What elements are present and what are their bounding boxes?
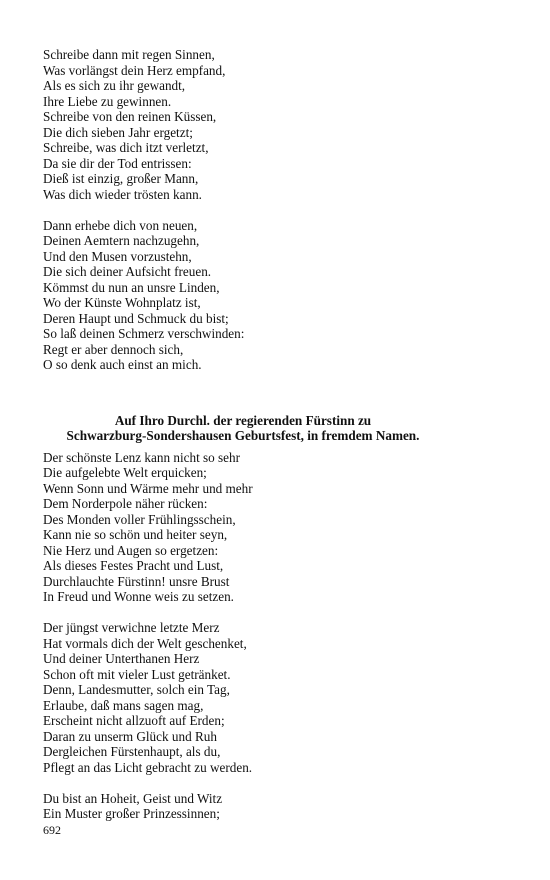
verse-line: Die sich deiner Aufsicht freuen. — [43, 264, 212, 279]
verse-line: Wenn Sonn und Wärme mehr und mehr — [43, 480, 253, 496]
page-number: 692 — [43, 823, 61, 837]
verse-line: Was dich wieder trösten kann. — [43, 186, 202, 202]
verse-line: Dann erhebe dich von neuen, — [43, 217, 198, 233]
verse-line: Der jüngst verwichne letzte Merz — [43, 620, 220, 635]
verse-line: Kann nie so schön und heiter seyn, — [43, 527, 228, 542]
verse-line: Kömmst du nun an unsre Linden, — [43, 279, 220, 295]
verse-line: Und deiner Unterthanen Herz — [43, 651, 200, 666]
verse-line: Regt er aber dennoch sich, — [43, 341, 184, 357]
verse-line: O so denk auch einst an mich. — [43, 357, 202, 372]
verse-line: Da sie dir der Tod entrissen: — [43, 155, 192, 171]
verse-line: Nie Herz und Augen so ergetzen: — [43, 542, 219, 558]
poem-title-line-2: Schwarzburg-Sondershausen Geburtsfest, in fremdem Namen. — [66, 428, 420, 443]
verse-line: Schreibe dann mit regen Sinnen, — [43, 47, 215, 62]
poem2-stanza-2 — [43, 620, 513, 775]
section-gap — [43, 373, 513, 413]
stanza-gap — [43, 605, 513, 621]
poem-title-line-1: Auf Ihro Durchl. der regierenden Fürstinn zu — [114, 412, 372, 428]
poem2-stanza-1 — [43, 450, 513, 605]
verse-line: Pflegt an das Licht gebracht zu werden. — [43, 759, 253, 775]
verse-line: Denn, Landesmutter, solch ein Tag, — [43, 682, 230, 697]
verse-line: Erlaube, daß mans sagen mag, — [43, 697, 204, 713]
poem2-stanza-3 — [43, 791, 513, 822]
verse-line: Dieß ist einzig, großer Mann, — [43, 171, 199, 186]
verse-line: Wo der Künste Wohnplatz ist, — [43, 295, 201, 310]
verse-line: Deren Haupt und Schmuck du bist; — [43, 310, 229, 326]
poem-title — [43, 413, 443, 444]
verse-line: Ein Muster großer Prinzessinnen; — [43, 806, 220, 821]
page-body — [43, 47, 513, 822]
verse-line: Durchlauchte Fürstinn! unsre Brust — [43, 573, 230, 589]
verse-line: Als dieses Festes Pracht und Lust, — [43, 558, 224, 573]
verse-line: In Freud und Wonne weis zu setzen. — [43, 589, 234, 604]
poem1-stanza-2 — [43, 218, 513, 373]
verse-line: So laß deinen Schmerz verschwinden: — [43, 326, 245, 341]
verse-line: Erscheint nicht allzuoft auf Erden; — [43, 713, 225, 728]
verse-line: Daran zu unserm Glück und Ruh — [43, 728, 217, 744]
verse-line: Was vorlängst dein Herz empfand, — [43, 62, 226, 78]
verse-line: Dem Norderpole näher rücken: — [43, 496, 208, 511]
verse-line: Hat vormals dich der Welt geschenket, — [43, 635, 247, 651]
verse-line: Deinen Aemtern nachzugehn, — [43, 233, 200, 248]
verse-line: Schreibe von den reinen Küssen, — [43, 109, 217, 124]
verse-line: Und den Musen vorzustehn, — [43, 248, 192, 264]
verse-line: Ihre Liebe zu gewinnen. — [43, 93, 172, 109]
verse-line: Schreibe, was dich itzt verletzt, — [43, 140, 209, 155]
verse-line: Der schönste Lenz kann nicht so sehr — [43, 449, 241, 465]
verse-line: Als es sich zu ihr gewandt, — [43, 78, 186, 93]
verse-line: Die dich sieben Jahr ergetzt; — [43, 124, 193, 140]
verse-line: Die aufgelebte Welt erquicken; — [43, 465, 207, 480]
verse-line: Schon oft mit vieler Lust getränket. — [43, 666, 231, 682]
verse-line: Dergleichen Fürstenhaupt, als du, — [43, 744, 221, 759]
verse-line: Des Monden voller Frühlingsschein, — [43, 511, 236, 527]
verse-line: Du bist an Hoheit, Geist und Witz — [43, 790, 223, 806]
stanza-gap — [43, 775, 513, 791]
stanza-gap — [43, 202, 513, 218]
poem1-stanza-1 — [43, 47, 513, 202]
